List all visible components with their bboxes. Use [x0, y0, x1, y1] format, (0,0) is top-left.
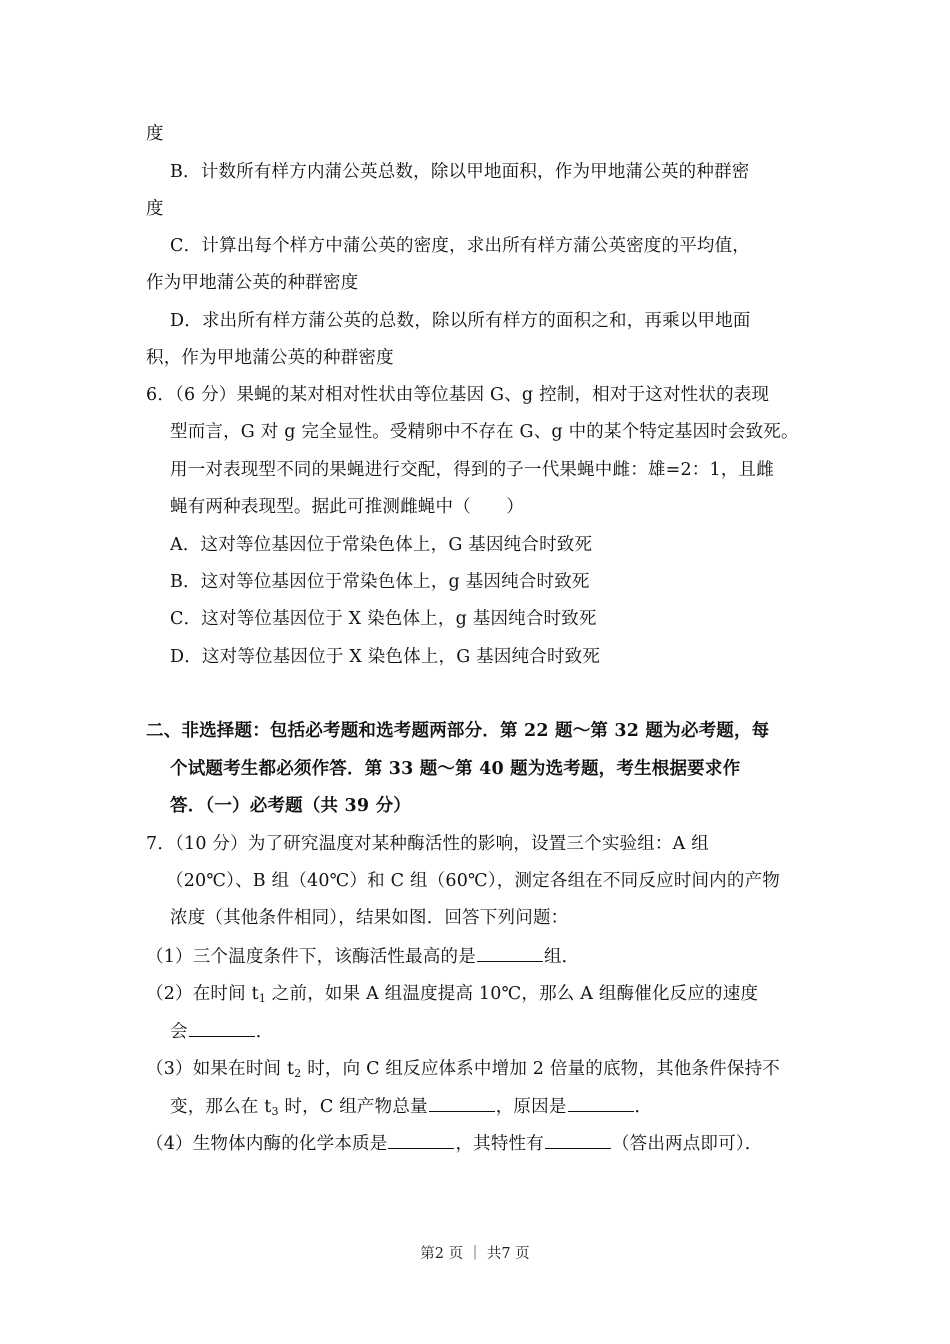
part-3-line2-prefix: 变，那么在 t [170, 1097, 272, 1117]
question-6-line3: 用一对表现型不同的果蝇进行交配，得到的子一代果蝇中雌：雄=2：1，且雌 [170, 460, 774, 480]
question-6-line2: 型而言，G 对 g 完全显性。受精卵中不存在 G、g 中的某个特定基因时会致死。 [170, 422, 799, 442]
part-1-prompt: （1）三个温度条件下，该酶活性最高的是 [146, 947, 476, 967]
option-c-line1: C．计算出每个样方中蒲公英的密度，求出所有样方蒲公英密度的平均值， [170, 236, 750, 256]
question-7-part-2-line2 [170, 1019, 273, 1044]
part-3-line2-mid: 时，C 组产物总量 [278, 1097, 428, 1117]
question-6-line1: 6．（6 分）果蝇的某对相对性状由等位基因 G、g 控制，相对于这对性状的表现 [146, 385, 770, 405]
part-2-prompt: （2）在时间 t [146, 984, 259, 1004]
part-3-line2-suffix: ． [634, 1097, 653, 1117]
section-2-heading-line1: 二、非选择题：包括必考题和选考题两部分．第 22 题～第 32 题为必考题，每 [146, 721, 770, 741]
part-4-suffix: （答出两点即可）． [611, 1134, 763, 1154]
question-7-line3: 浓度（其他条件相同），结果如图．回答下列问题： [170, 908, 569, 928]
part-2-line2-suffix: ． [255, 1022, 274, 1042]
question-7-part-3-line2 [170, 1094, 652, 1119]
subscript-1: 1 [258, 992, 267, 1005]
question-7-line1: 7．（10 分）为了研究温度对某种酶活性的影响，设置三个实验组：A 组 [146, 834, 709, 854]
question-7-part-1 [146, 944, 579, 969]
answer-blank [477, 944, 543, 962]
section-2-heading-line3: 答．（一）必考题（共 39 分） [170, 796, 411, 816]
question-6-option-d: D．这对等位基因位于 X 染色体上，G 基因纯合时致死 [170, 647, 601, 667]
answer-blank [545, 1131, 611, 1149]
option-b-line1: B．计数所有样方内蒲公英总数，除以甲地面积，作为甲地蒲公英的种群密 [170, 162, 750, 182]
part-2-prompt-cont: 之前，如果 A 组温度提高 10℃，那么 A 组酶催化反应的速度 [266, 984, 759, 1004]
question-7-part-2-line1 [146, 982, 758, 1006]
question-6-line4: 蝇有两种表现型。据此可推测雌蝇中（ ） [170, 497, 524, 517]
option-c-line2: 作为甲地蒲公英的种群密度 [146, 273, 359, 293]
part-1-suffix: 组． [543, 947, 580, 967]
page-footer: 第2 页 ｜ 共7 页 [420, 1246, 530, 1262]
part-3-prompt-cont: 时，向 C 组反应体系中增加 2 倍量的底物，其他条件保持不 [301, 1059, 780, 1079]
answer-blank [429, 1094, 495, 1112]
question-6-option-a: A．这对等位基因位于常染色体上，G 基因纯合时致死 [170, 535, 593, 555]
answer-blank [568, 1094, 634, 1112]
part-4-prompt: （4）生物体内酶的化学本质是 [146, 1134, 388, 1154]
question-7-line2: （20℃）、B 组（40℃）和 C 组（60℃），测定各组在不同反应时间内的产物 [166, 871, 780, 891]
answer-blank [388, 1131, 454, 1149]
part-4-mid: ，其特性有 [455, 1134, 544, 1154]
section-2-heading-line2: 个试题考生都必须作答．第 33 题～第 40 题为选考题，考生根据要求作 [170, 759, 741, 779]
subscript-3: 3 [271, 1105, 279, 1118]
question-7-part-3-line1 [146, 1057, 780, 1081]
question-6-option-b: B．这对等位基因位于常染色体上，g 基因纯合时致死 [170, 572, 590, 592]
part-3-prompt: （3）如果在时间 t [146, 1059, 295, 1079]
part-3-line2-reason: ，原因是 [495, 1097, 567, 1117]
option-b-line2: 度 [146, 199, 164, 219]
subscript-2: 2 [294, 1067, 302, 1080]
option-a-continuation: 度 [146, 124, 164, 144]
question-6-option-c: C．这对等位基因位于 X 染色体上，g 基因纯合时致死 [170, 609, 597, 629]
answer-blank [189, 1019, 255, 1037]
part-2-line2-prefix: 会 [170, 1022, 188, 1042]
option-d-line1: D．求出所有样方蒲公英的总数，除以所有样方的面积之和，再乘以甲地面 [170, 311, 751, 331]
question-7-part-4 [146, 1131, 763, 1156]
option-d-line2: 积，作为甲地蒲公英的种群密度 [146, 348, 394, 368]
